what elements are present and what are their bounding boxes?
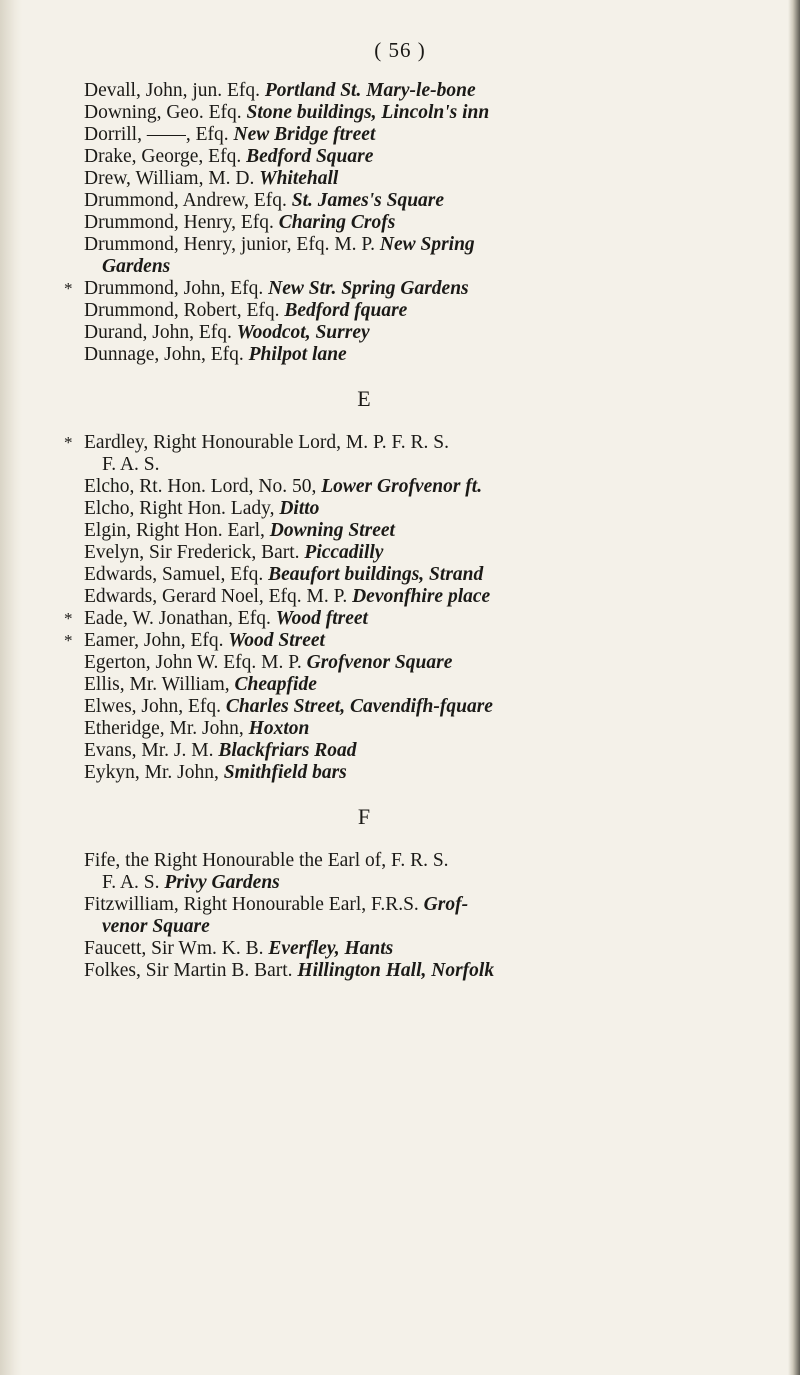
subscriber-mark: * <box>64 631 73 650</box>
directory-entry <box>84 344 744 366</box>
entry-continuation <box>84 872 744 894</box>
entry-location: Devonfhire place <box>352 586 491 607</box>
entry-name: Etheridge, Mr. John, <box>84 718 249 739</box>
directory-entries <box>64 80 744 982</box>
entry-location: Everfley, Hants <box>268 938 394 959</box>
directory-entry <box>84 190 744 212</box>
entry-continuation <box>84 916 744 938</box>
page-left-edge <box>0 0 22 1375</box>
continuation-location: Gardens <box>102 256 171 277</box>
continuation-name: F. A. S. <box>102 454 160 475</box>
directory-entry <box>84 80 744 102</box>
directory-entry <box>64 630 744 652</box>
entry-name: Evans, Mr. J. M. <box>84 740 219 761</box>
entry-location: Ditto <box>279 498 320 519</box>
entry-name: Drummond, John, Efq. <box>84 278 269 299</box>
entry-location: Charing Crofs <box>278 212 396 233</box>
directory-entry <box>84 762 744 784</box>
directory-entry <box>84 102 744 124</box>
entry-location: Bedford Square <box>246 146 374 167</box>
entry-location: Stone buildings, Lincoln's inn <box>246 102 490 123</box>
entry-name: Ellis, Mr. William, <box>84 674 235 695</box>
entry-name: Dorrill, ——, Efq. <box>84 124 234 145</box>
entry-name: Elgin, Right Hon. Earl, <box>84 520 270 541</box>
entry-continuation <box>84 454 744 476</box>
continuation-location: Privy Gardens <box>164 872 280 893</box>
continuation-name: F. A. S. <box>102 872 165 893</box>
entry-location: Smithfield bars <box>223 762 347 783</box>
entry-name: Elcho, Right Hon. Lady, <box>84 498 280 519</box>
entry-name: Eamer, John, Efq. <box>84 630 229 651</box>
entry-location: Blackfriars Road <box>218 740 357 761</box>
entry-location: Bedford fquare <box>284 300 408 321</box>
directory-entry <box>84 652 744 674</box>
section-letter: F <box>357 804 371 829</box>
entry-name: Eykyn, Mr. John, <box>84 762 224 783</box>
directory-entry <box>84 212 744 234</box>
entry-name: Eade, W. Jonathan, Efq. <box>84 608 276 629</box>
directory-entry <box>84 146 744 168</box>
directory-entry <box>64 278 744 300</box>
entry-name: Elwes, John, Efq. <box>84 696 226 717</box>
entry-location: Portland St. Mary-le-bone <box>264 80 476 101</box>
entry-location: Hillington Hall, Norfolk <box>297 960 495 981</box>
entry-name: Egerton, John W. Efq. M. P. <box>84 652 307 673</box>
entry-location: Cheapfide <box>234 674 317 695</box>
entry-continuation <box>84 256 744 278</box>
entry-name: Folkes, Sir Martin B. Bart. <box>84 960 298 981</box>
directory-entry <box>84 696 744 718</box>
entry-location: Beaufort buildings, Strand <box>268 564 484 585</box>
entry-location: Downing Street <box>269 520 395 541</box>
entry-location: Wood ftreet <box>275 608 368 629</box>
subscriber-mark: * <box>64 279 73 298</box>
entry-name: Drew, William, M. D. <box>84 168 260 189</box>
entry-location: Grof- <box>423 894 469 915</box>
directory-entry <box>84 718 744 740</box>
directory-entry <box>84 938 744 960</box>
entry-name: Drummond, Henry, Efq. <box>84 212 279 233</box>
directory-entry <box>84 476 744 498</box>
directory-entry <box>84 586 744 608</box>
directory-entry <box>84 520 744 542</box>
entry-name: Fitzwilliam, Right Honourable Earl, F.R.S. <box>84 894 424 915</box>
entry-location: Charles Street, Cavendifh-fquare <box>225 696 493 717</box>
directory-entry <box>84 740 744 762</box>
directory-entry <box>84 850 744 894</box>
directory-entry <box>84 168 744 190</box>
entry-location: Grofvenor Square <box>306 652 453 673</box>
directory-entry <box>84 894 744 938</box>
directory-entry <box>84 124 744 146</box>
entry-name: Edwards, Samuel, Efq. <box>84 564 269 585</box>
entry-name: Drummond, Henry, junior, Efq. M. P. <box>84 234 380 255</box>
directory-entry <box>64 608 744 630</box>
entry-name: Edwards, Gerard Noel, Efq. M. P. <box>84 586 353 607</box>
entry-name: Devall, John, jun. Efq. <box>84 80 265 101</box>
directory-entry <box>84 322 744 344</box>
directory-entry <box>84 300 744 322</box>
directory-entry <box>64 432 744 476</box>
section-letter: E <box>357 386 371 411</box>
entry-name: Drummond, Robert, Efq. <box>84 300 285 321</box>
entry-location: New Bridge ftreet <box>233 124 376 145</box>
entry-location: Hoxton <box>248 718 310 739</box>
entry-location: Piccadilly <box>304 542 384 563</box>
directory-entry <box>84 674 744 696</box>
entry-location: Philpot lane <box>248 344 347 365</box>
entry-name: Downing, Geo. Efq. <box>84 102 247 123</box>
entry-location: Whitehall <box>259 168 339 189</box>
entry-name: Eardley, Right Honourable Lord, M. P. F. R. S. <box>84 432 449 453</box>
directory-entry <box>84 542 744 564</box>
directory-entry <box>84 960 744 982</box>
entry-location: Woodcot, Surrey <box>236 322 370 343</box>
entry-name: Drummond, Andrew, Efq. <box>84 190 292 211</box>
entry-name: Evelyn, Sir Frederick, Bart. <box>84 542 305 563</box>
entry-name: Durand, John, Efq. <box>84 322 237 343</box>
entry-location: New Str. Spring Gardens <box>268 278 469 299</box>
page-number: ( 56 ) <box>374 38 426 62</box>
entry-location: Wood Street <box>228 630 325 651</box>
entry-location: Lower Grofvenor ft. <box>321 476 483 497</box>
subscriber-mark: * <box>64 609 73 628</box>
entry-name: Drake, George, Efq. <box>84 146 247 167</box>
directory-entry <box>84 234 744 278</box>
directory-entry <box>84 564 744 586</box>
continuation-location: venor Square <box>102 916 210 937</box>
entry-name: Fife, the Right Honourable the Earl of, F. R. S. <box>84 850 449 871</box>
page-right-edge <box>788 0 800 1375</box>
subscriber-mark: * <box>64 433 73 452</box>
entry-location: New Spring <box>379 234 475 255</box>
entry-name: Dunnage, John, Efq. <box>84 344 249 365</box>
entry-name: Faucett, Sir Wm. K. B. <box>84 938 269 959</box>
entry-name: Elcho, Rt. Hon. Lord, No. 50, <box>84 476 322 497</box>
entry-location: St. James's Square <box>291 190 445 211</box>
directory-entry <box>84 498 744 520</box>
